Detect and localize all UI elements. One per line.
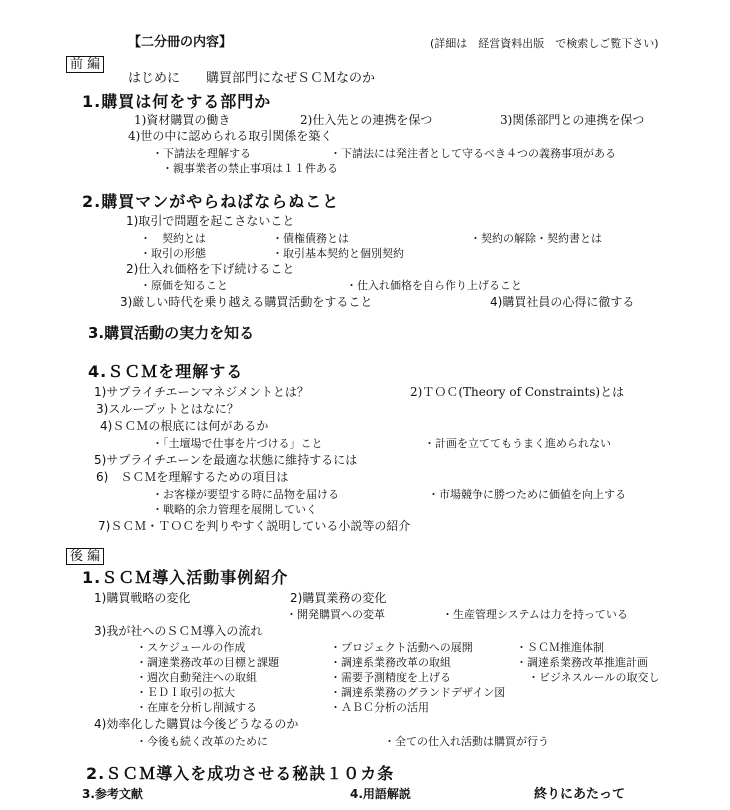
front-s1-item-3: 3)関係部門との連携を保つ — [500, 113, 645, 127]
front-section-4-title: 4.ＳＣＭを理解する — [88, 362, 244, 381]
front-s1-item-4: 4)世の中に認められる取引関係を築く — [128, 129, 333, 143]
intro-line: はじめに 購買部門になぜＳＣＭなのか — [128, 71, 376, 86]
front-s1-bullet-1: ・下請法を理解する — [152, 147, 251, 160]
front-s1-bullet-2: ・下請法には発注者として守るべき４つの義務事項がある — [330, 147, 616, 160]
back-s1-bullet-4: ・全ての仕入れ活動は購買が行う — [384, 735, 549, 748]
front-s4-bullet-5: ・戦略的余力管理を展開していく — [152, 503, 317, 516]
back-s1-item-3: 3)我が社へのＳＣＭ導入の流れ — [94, 624, 263, 638]
front-s4-item-3: 3)スループットとはなに？ — [96, 402, 239, 416]
back-s1-flow-3: ・ＳＣＭ推進体制 — [516, 641, 604, 654]
front-s4-bullet-4: ・市場競争に勝つために価値を向上する — [428, 488, 626, 501]
back-s1-flow-5: ・調達系業務改革の取組 — [330, 656, 451, 669]
front-s2-bullet-6: ・原価を知ること — [140, 279, 228, 292]
front-s1-item-1: 1)資材購買の働き — [134, 113, 231, 127]
front-s2-bullet-3: ・契約の解除・契約書とは — [470, 232, 602, 245]
front-s4-item-2: 2)ＴＯＣ(Theory of Constraints)とは — [410, 385, 625, 399]
front-s2-item-2: 2)仕入れ価格を下げ続けること — [126, 262, 295, 276]
back-s1-flow-13: ・ＡＢＣ分析の活用 — [330, 701, 429, 714]
front-s4-item-6: 6) ＳＣＭを理解するための項目は — [96, 470, 289, 484]
back-s1-item-1: 1)購買戦略の変化 — [94, 591, 191, 605]
back-volume-label: 後 編 — [66, 548, 104, 565]
back-s1-item-4: 4)効率化した購買は今後どうなるのか — [94, 717, 299, 731]
front-s4-bullet-3: ・お客様が要望する時に品物を届ける — [152, 488, 339, 501]
front-s4-item-4: 4)ＳＣＭの根底には何があるか — [100, 419, 269, 433]
back-s1-bullet-3: ・今後も続く改革のために — [136, 735, 268, 748]
back-section-2-title: 2.ＳＣＭ導入を成功させる秘訣１０カ条 — [86, 764, 395, 783]
front-s1-item-2: 2)仕入先との連携を保つ — [300, 113, 433, 127]
front-section-1-title: 1.購買は何をする部門か — [82, 92, 272, 111]
front-section-3-title: 3.購買活動の実力を知る — [88, 324, 255, 342]
front-s2-bullet-4: ・取引の形態 — [140, 247, 206, 260]
back-s1-flow-10: ・ＥＤＩ取引の拡大 — [136, 686, 235, 699]
front-s2-bullet-2: ・債権債務とは — [272, 232, 349, 245]
front-s2-item-4: 4)購買社員の心得に徹する — [490, 295, 635, 309]
back-s1-flow-4: ・調達業務改革の目標と課題 — [136, 656, 279, 669]
closing-heading: 終りにあたって — [534, 787, 626, 802]
front-volume-label: 前 編 — [66, 56, 104, 73]
details-note: (詳細は 経営資料出版 で検索しご覧下さい) — [430, 37, 659, 50]
front-s4-bullet-1: ・「土壇場で仕事を片づける」こと — [152, 437, 323, 450]
back-s1-flow-9: ・ビジネスルールの取交し — [528, 671, 660, 684]
front-s4-item-7: 7)ＳＣＭ・ＴＯＣを判りやすく説明している小説等の紹介 — [98, 519, 411, 533]
front-s2-bullet-1: ・ 契約とは — [140, 232, 206, 245]
back-s1-flow-11: ・調達系業務のグランドデザイン図 — [330, 686, 506, 699]
back-s1-flow-7: ・週次自動発注への取組 — [136, 671, 257, 684]
references-heading: 3.参考文献 — [82, 787, 143, 801]
front-s2-bullet-5: ・取引基本契約と個別契約 — [272, 247, 404, 260]
back-s1-flow-6: ・調達系業務改革推進計画 — [516, 656, 648, 669]
back-section-1-title: 1.ＳＣＭ導入活動事例紹介 — [82, 568, 289, 587]
front-s4-item-1: 1)サプライチエーンマネジメントとは？ — [94, 385, 309, 399]
front-s4-bullet-2: ・計画を立ててもうまく進められない — [424, 437, 611, 450]
back-s1-flow-12: ・在庫を分析し削減する — [136, 701, 257, 714]
back-s1-flow-2: ・プロジェクト活動への展開 — [330, 641, 473, 654]
back-s1-flow-1: ・スケジュールの作成 — [136, 641, 246, 654]
front-s2-item-3: 3)厳しい時代を乗り越える購買活動をすること — [120, 295, 373, 309]
front-s2-item-1: 1)取引で問題を起こさないこと — [126, 214, 295, 228]
back-s1-flow-8: ・需要予測精度を上げる — [330, 671, 451, 684]
back-s1-item-2: 2)購買業務の変化 — [290, 591, 387, 605]
front-s2-bullet-7: ・仕入れ価格を自ら作り上げること — [346, 279, 522, 292]
back-s1-bullet-2: ・生産管理システムは力を持っている — [442, 608, 628, 621]
glossary-heading: 4.用語解説 — [350, 787, 411, 801]
contents-title: 【二分冊の内容】 — [128, 35, 233, 50]
front-s1-bullet-3: ・親事業者の禁止事項は１１件ある — [162, 162, 338, 175]
back-s1-bullet-1: ・開発購買への変革 — [286, 608, 385, 621]
front-s4-item-5: 5)サプライチエーンを最適な状態に維持するには — [94, 453, 358, 467]
front-section-2-title: 2.購買マンがやらねばならぬこと — [82, 192, 340, 211]
